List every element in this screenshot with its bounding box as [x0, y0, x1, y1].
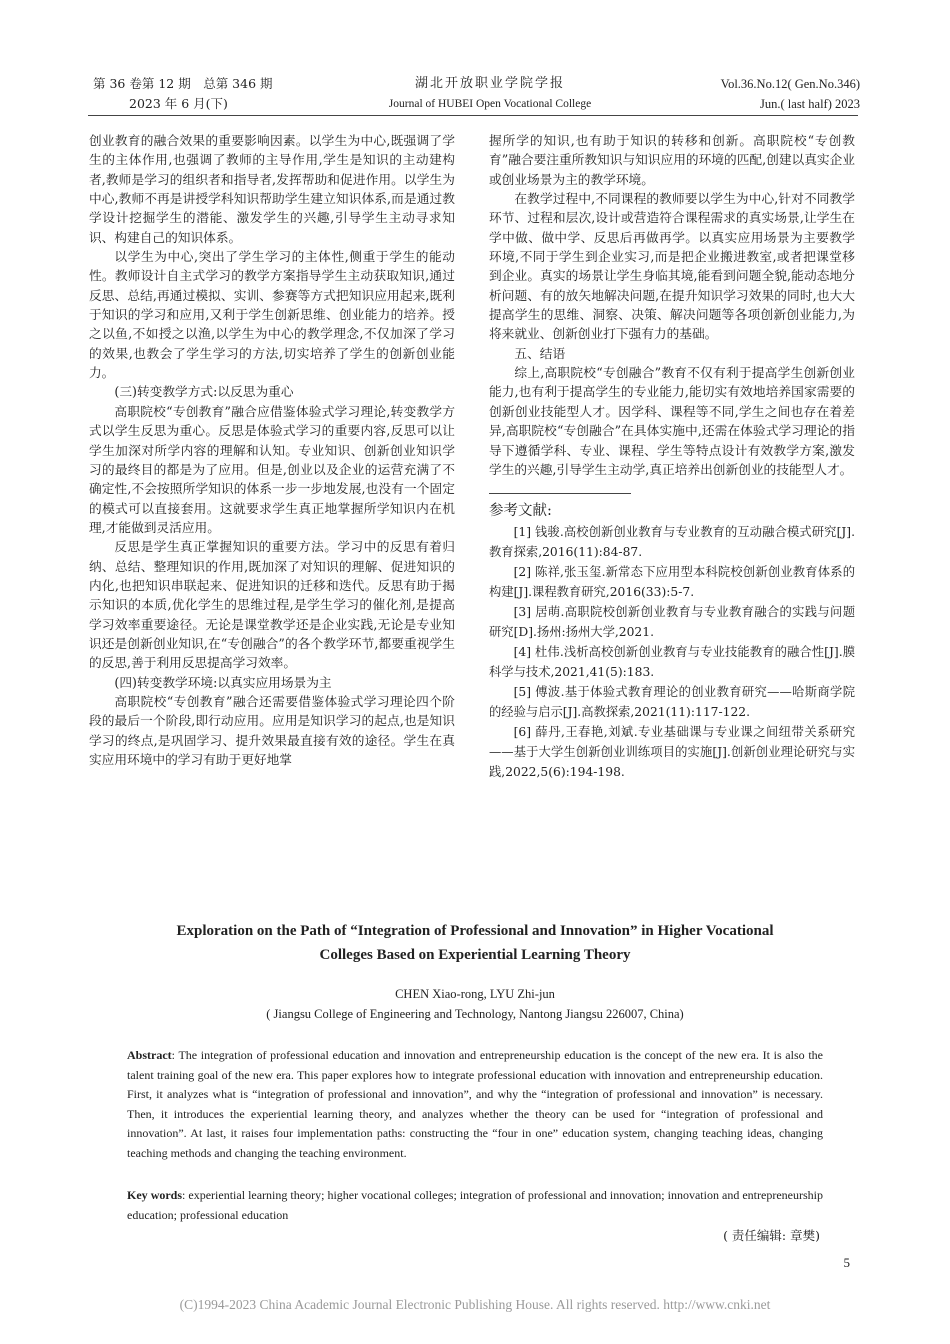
- page-number: 5: [843, 1255, 850, 1270]
- paragraph: 创业教育的融合效果的重要影响因素。以学生为中心,既强调了学生的主体作用,也强调了教师的主导作用,学生是知识的主动建构者,教师是学习的组织者和指导者,发挥帮助和促进作用。以学生为中心,教师不再是讲授学科知识帮助学生建立知识体系,而是通过教学设计挖掘学生的潜能、激发学生的兴趣,引导学生主动寻求知识、构建自己的知识体系。: [89, 133, 455, 245]
- responsible-editor: ( 责任编辑: 章樊): [723, 1228, 820, 1243]
- header-issue-info: [93, 74, 293, 114]
- abstract-label: Abstract: [127, 1048, 172, 1062]
- header-rule: [88, 115, 858, 116]
- section-heading: 五、结语: [514, 345, 566, 361]
- section-heading: (四)转变教学环境:以真实应用场景为主: [114, 674, 332, 690]
- paragraph: 高职院校“专创教育”融合应借鉴体验式学习理论,转变教学方式以学生反思为重心。反思是体验式学习的重要内容,反思可以让学生加深对所学内容的理解和认知。专业知识、创新创业知识学习的最终目的都是为了应用。但是,创业以及企业的运营充满了不确定性,不会按照所学知识的体系一步一步地发展,也没有一个固定的模式可以直接套用。这就要求学生真正地掌握所学知识内在机理,才能做到灵活应用。: [89, 403, 455, 535]
- reference-item: [4] 杜伟.浅析高校创新创业教育与专业技能教育的融合性[J].膜科学与技术,2021,41(5):183.: [489, 644, 855, 679]
- paragraph: 综上,高职院校“专创融合”教育不仅有利于提高学生创新创业能力,也有利于提高学生的专业能力,能切实有效地培养国家需要的创新创业技能型人才。因学科、课程等不同,学生之间也存在着差异,高职院校“专创融合”在具体实施中,还需在体验式学习理论的指导下遵循学科、专业、课程、学生等特点设计有效教学方案,激发学生的兴趣,引导学生主动学,真正培养出创新创业的技能型人才。: [489, 365, 855, 477]
- journal-title-cn: 湖北开放职业学院学报: [414, 76, 565, 91]
- english-authors: CHEN Xiao-rong, LYU Zhi-jun: [395, 987, 555, 1001]
- section-heading: (三)转变教学方式:以反思为重心: [114, 384, 294, 400]
- header-journal: [330, 74, 650, 114]
- english-title-line: Exploration on the Path of “Integration of Professional and Innovation” in Higher Vocational: [176, 923, 774, 939]
- journal-title-en: Journal of HUBEI Open Vocational College: [388, 98, 592, 110]
- english-title-line: Colleges Based on Experiential Learning Theory: [319, 947, 631, 963]
- header-volume-en: [660, 74, 860, 114]
- header-date-en: Jun.( last half) 2023: [760, 97, 860, 111]
- left-column: [89, 131, 455, 769]
- references-heading: 参考文献:: [489, 503, 552, 520]
- paragraph: 反思是学生真正掌握知识的重要方法。学习中的反思有着归纳、总结、整理知识的作用,既加深了对知识的理解、促进知识的内化,也把知识串联起来、促进知识的迁移和迭代。反思有助于揭示知识的本质,优化学生的思维过程,是学生学习的催化剂,是提高学习效率重要途径。无论是课堂教学还是企业实践,无论是专业知识还是创新创业知识,在“专创融合”的各个教学环节,都要重视学生的反思,善于利用反思提高学习效率。: [89, 539, 455, 671]
- reference-item: [2] 陈祥,张玉玺.新常态下应用型本科院校创新创业教育体系的构建[J].课程教育研究,2016(33):5-7.: [489, 564, 855, 599]
- english-affiliation: ( Jiangsu College of Engineering and Technology, Nantong Jiangsu 226007, China): [266, 1007, 684, 1021]
- english-title: [100, 919, 850, 967]
- keywords-text: : experiential learning theory; higher vocational colleges; integration of professional and innovation; innovation and entrepreneurship education; professional education: [127, 1188, 823, 1222]
- reference-item: [5] 傅波.基于体验式教育理论的创业教育研究——哈斯商学院的经验与启示[J].高教探索,2021(11):117-122.: [489, 684, 855, 719]
- reference-item: [3] 居萌.高职院校创新创业教育与专业教育融合的实践与问题研究[D].扬州:扬州大学,2021.: [489, 604, 855, 639]
- right-column: [489, 131, 855, 782]
- paragraph: 高职院校“专创教育”融合还需要借鉴体验式学习理论四个阶段的最后一个阶段,即行动应用。应用是知识学习的起点,也是知识学习的终点,是巩固学习、提升效果最直接有效的途径。学生在真实应用环境中的学习有助于更好地掌: [89, 693, 455, 767]
- copyright-footer: (C)1994-2023 China Academic Journal Electronic Publishing House. All rights reserved. http://www.cnki.net: [179, 1297, 771, 1312]
- references-rule: [489, 493, 631, 494]
- header-vol-en: Vol.36.No.12( Gen.No.346): [720, 77, 860, 91]
- abstract-text: : The integration of professional education and innovation and entrepreneurship education is the concept of the new era. It is also the talent training goal of the new era. This paper explores how to integrate professional education with innovation and entrepreneurship education. First, it analyzes what is “integration of professional and innovation”, and why the “integration of professional and innovation” is necessary. Then, it introduces the experiential learning theory, and analyzes whether the theory can be used for “integration of professional and innovation”. At last, it raises four implementation paths: constructing the “four in one” education system, changing teaching ideas, changing teaching methods and changing the teaching environment.: [127, 1048, 823, 1160]
- reference-item: [1] 钱骏.高校创新创业教育与专业教育的互动融合模式研究[J].教育探索,2016(11):84-87.: [489, 524, 855, 559]
- reference-item: [6] 薛丹,王春艳,刘斌.专业基础课与专业课之间纽带关系研究——基于大学生创新创业训练项目的实施[J].创新创业理论研究与实践,2022,5(6):194-198.: [489, 724, 855, 779]
- header-date: 2023 年 6 月(下): [129, 96, 228, 111]
- header-volume: 第 36 卷第 12 期 总第 346 期: [93, 76, 273, 91]
- english-abstract: [127, 1046, 823, 1163]
- english-keywords: [127, 1186, 823, 1225]
- paragraph: 握所学的知识,也有助于知识的转移和创新。高职院校“专创教育”融合要注重所教知识与知识应用的环境的匹配,创建以真实企业或创业场景为主的教学环境。: [489, 133, 855, 187]
- keywords-label: Key words: [127, 1188, 183, 1202]
- paragraph: 以学生为中心,突出了学生学习的主体性,侧重于学生的能动性。教师设计自主式学习的教学方案指导学生主动获取知识,通过反思、总结,再通过模拟、实训、参赛等方式把知识应用起来,既利于知识的学习和应用,又利于学生创新思维、创业能力的培养。授之以鱼,不如授之以渔,以学生为中心的教学理念,不仅加深了学习的效果,也教会了学生学习的方法,切实培养了学生的创新创业能力。: [89, 249, 455, 381]
- paragraph: 在教学过程中,不同课程的教师要以学生为中心,针对不同教学环节、过程和层次,设计或营造符合课程需求的真实场景,让学生在学中做、做中学、反思后再做再学。以真实应用场景为主要教学环境,不同于学生到企业实习,而是把企业搬进教室,或者把课堂移到企业。真实的场景让学生身临其境,能看到问题全貌,能动态地分析问题、有的放矢地解决问题,在提升知识学习效果的同时,也大大提高学生的思维、洞察、决策、解决问题等各项创新创业能力,为将来就业、创新创业打下强有力的基础。: [489, 191, 855, 342]
